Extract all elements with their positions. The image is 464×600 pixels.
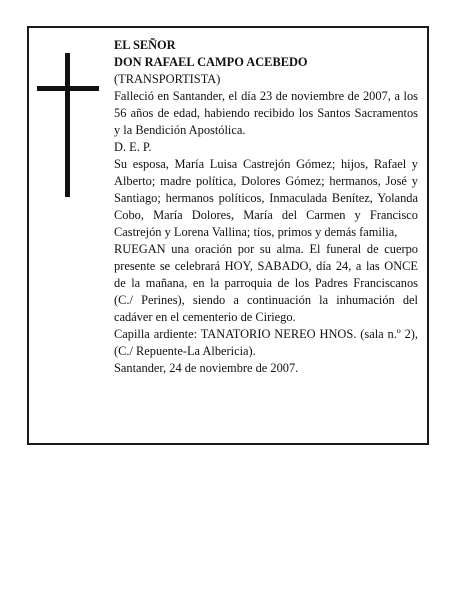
title-line-1: EL SEÑOR <box>114 38 176 52</box>
request-paragraph: RUEGAN una oración por su alma. El funeral de cuerpo presente se celebrará HOY, SABADO, día 24, a las ONCE de la mañana, en la parroquia de los Padres Franciscanos (C./ Perines), siendo a continuación la inhumación del cadáver en el cementerio de Ciriego. <box>114 242 418 324</box>
family-paragraph: Su esposa, María Luisa Castrejón Gómez; hijos, Rafael y Alberto; madre política, Dolores Gómez; hermanos, José y Santiago; hermanos políticos, Inmaculada Benítez, Yolanda Cobo, María Dolores, María del Carmen y Francisco Castrejón y Lorena Vallina; tíos, primos y demás familia, <box>114 157 418 239</box>
cross-vertical-bar <box>65 53 70 197</box>
obituary-text <box>114 37 418 377</box>
chapel-paragraph: Capilla ardiente: TANATORIO NEREO HNOS. (sala n.º 2), (C./ Repuente-La Albericia). <box>114 327 418 358</box>
death-paragraph: Falleció en Santander, el día 23 de noviembre de 2007, a los 56 años de edad, habiendo recibido los Santos Sacramentos y la Bendición Apostólica. <box>114 89 418 137</box>
date-line: Santander, 24 de noviembre de 2007. <box>114 361 299 375</box>
dep-line: D. E. P. <box>114 140 152 154</box>
deceased-name: DON RAFAEL CAMPO ACEBEDO <box>114 55 308 69</box>
cross-icon <box>37 53 99 197</box>
profession: (TRANSPORTISTA) <box>114 72 221 86</box>
cross-horizontal-bar <box>37 86 99 91</box>
